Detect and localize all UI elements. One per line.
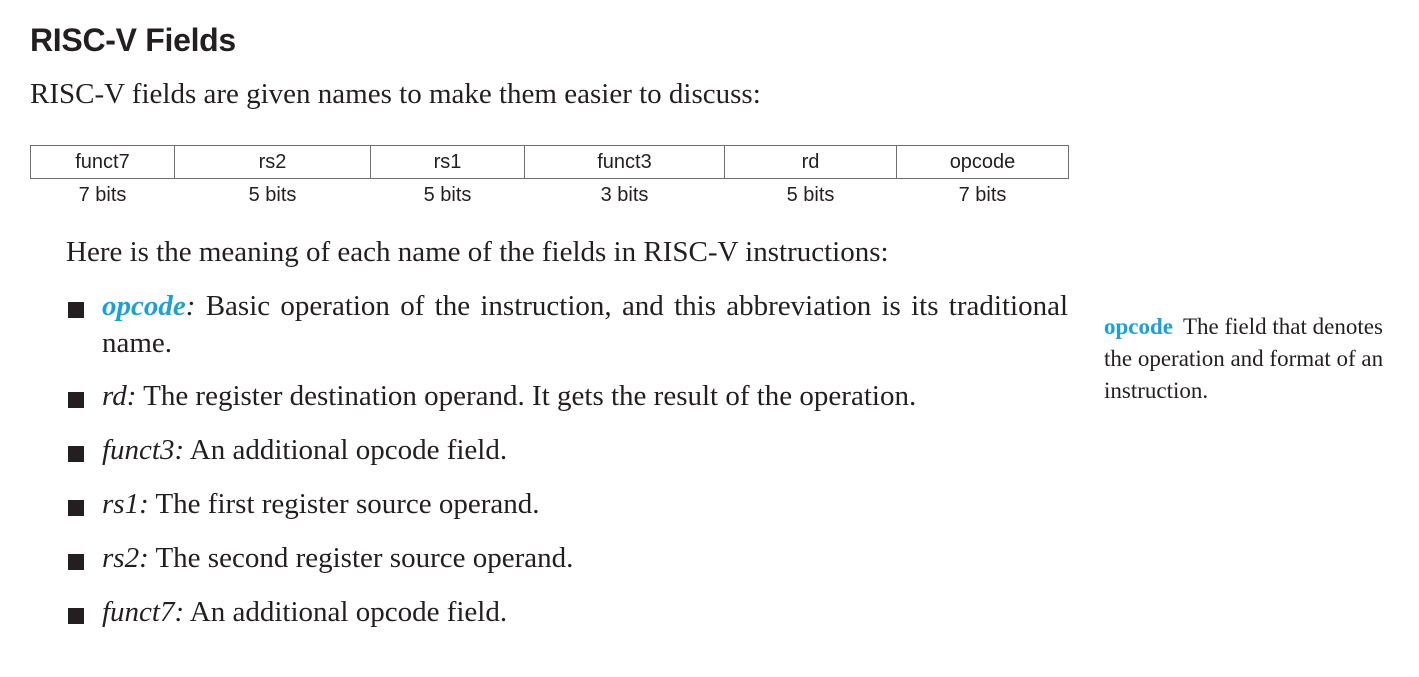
list-item	[66, 288, 1068, 362]
description-opcode: Basic operation of the instruction, and this abbreviation is its traditional name.	[102, 290, 1068, 359]
description-funct3: An additional opcode field.	[184, 434, 508, 466]
term-rd: rd:	[102, 380, 137, 412]
term-funct7: funct7:	[102, 596, 185, 628]
field-size-opcode: 7 bits	[958, 183, 1007, 206]
term-opcode: opcode	[102, 290, 186, 322]
square-bullet-icon	[68, 392, 84, 408]
definition-text: The field that denotes the operation and format of an instruction.	[1104, 314, 1384, 403]
list-item	[66, 432, 1068, 469]
term-funct3: funct3:	[102, 434, 185, 466]
definition-term: opcode	[1104, 314, 1173, 339]
section-title: RISC-V Fields	[30, 22, 236, 58]
field-name-rs1: rs1	[371, 146, 525, 179]
square-bullet-icon	[68, 302, 84, 318]
square-bullet-icon	[68, 446, 84, 462]
description-rs1: The first register source operand.	[148, 488, 540, 520]
description-funct7: An additional opcode field.	[184, 596, 508, 628]
field-size-rs1: 5 bits	[423, 183, 472, 206]
field-name-funct3: funct3	[525, 146, 725, 179]
field-name-funct7: funct7	[31, 146, 175, 179]
meaning-intro: Here is the meaning of each name of the fields in RISC-V instructions:	[66, 236, 889, 268]
field-layout-table	[30, 145, 1069, 211]
field-size-rs2: 5 bits	[248, 183, 297, 206]
section-intro: RISC-V fields are given names to make them easier to discuss:	[30, 78, 761, 110]
field-size-funct7: 7 bits	[78, 183, 127, 206]
square-bullet-icon	[68, 608, 84, 624]
description-rs2: The second register source operand.	[148, 542, 574, 574]
term-rs1: rs1:	[102, 488, 149, 520]
field-name-rs2: rs2	[175, 146, 371, 179]
list-item	[66, 594, 1068, 631]
field-sizes-row	[31, 179, 1069, 212]
square-bullet-icon	[68, 500, 84, 516]
list-item	[66, 486, 1068, 523]
field-name-rd: rd	[725, 146, 897, 179]
list-item	[66, 540, 1068, 577]
list-item	[66, 378, 1068, 415]
field-meaning-list	[66, 288, 1068, 648]
field-size-funct3: 3 bits	[600, 183, 649, 206]
square-bullet-icon	[68, 554, 84, 570]
term-colon: :	[185, 290, 196, 322]
field-size-rd: 5 bits	[786, 183, 835, 206]
field-names-row	[31, 146, 1069, 179]
description-rd: The register destination operand. It gets the result of the operation.	[136, 380, 917, 412]
margin-definition	[1104, 311, 1404, 407]
field-name-opcode: opcode	[897, 146, 1069, 179]
term-rs2: rs2:	[102, 542, 149, 574]
